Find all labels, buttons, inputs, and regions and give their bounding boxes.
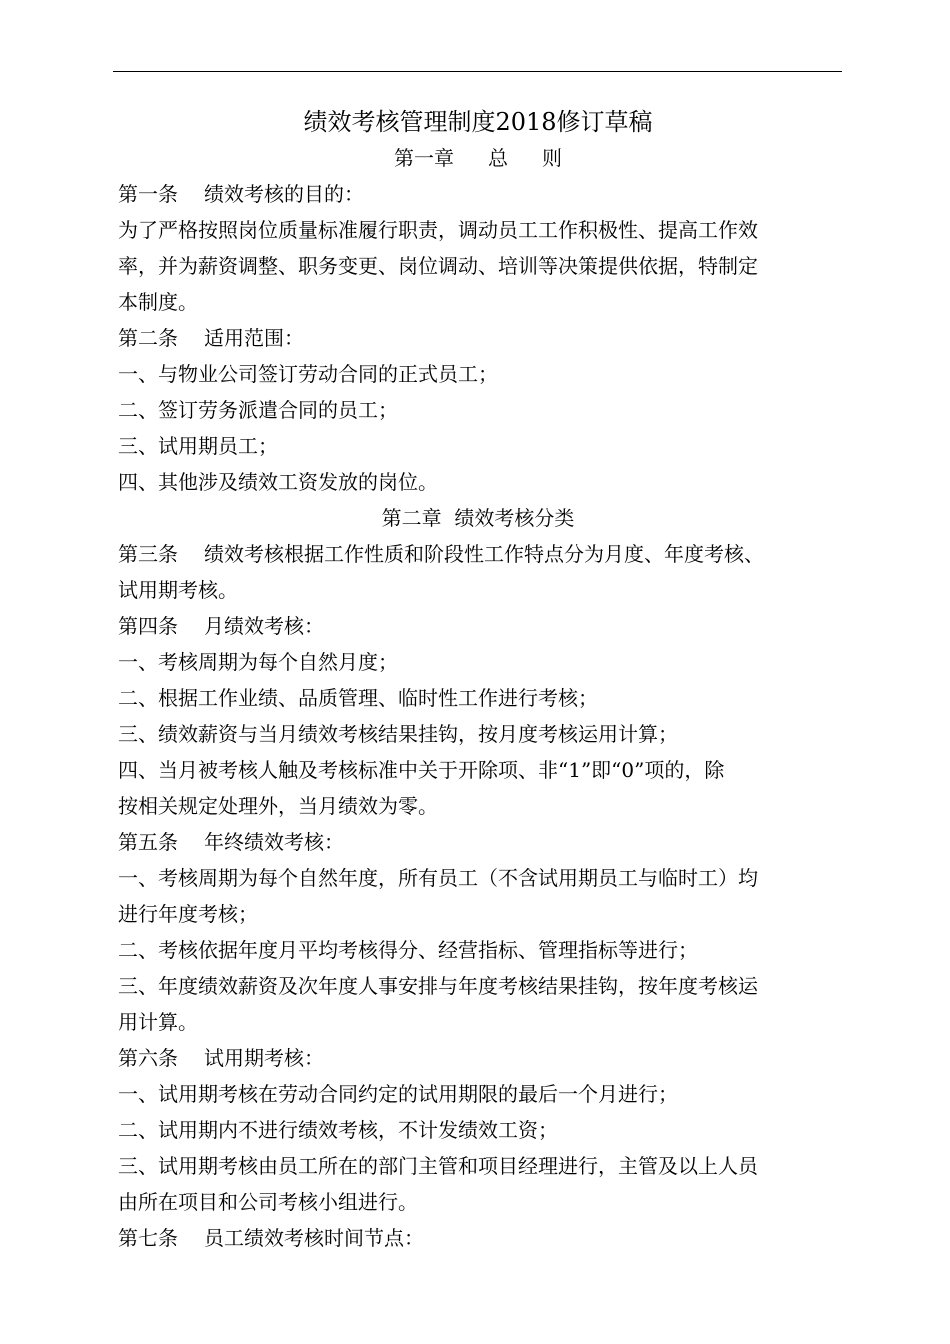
chapter-2-heading: 第二章 绩效考核分类 bbox=[381, 506, 575, 530]
article-3-heading bbox=[118, 536, 838, 572]
article-3-number: 第三条 bbox=[118, 542, 178, 566]
article-2-number: 第二条 bbox=[118, 326, 178, 350]
article-6-number: 第六条 bbox=[118, 1046, 178, 1070]
list-item: 二、签订劳务派遣合同的员工； bbox=[118, 398, 398, 422]
article-6-heading bbox=[118, 1040, 838, 1076]
article-5-heading bbox=[118, 824, 838, 860]
list-item: 一、与物业公司签订劳动合同的正式员工； bbox=[118, 362, 498, 386]
list-item: 三、年度绩效薪资及次年度人事安排与年度考核结果挂钩，按年度考核运 bbox=[118, 974, 758, 998]
list-item: 四、当月被考核人触及考核标准中关于开除项、非“1”即“0”项的，除 bbox=[118, 758, 725, 782]
list-item: 二、试用期内不进行绩效考核，不计发绩效工资； bbox=[118, 1118, 558, 1142]
article-7-title: 员工绩效考核时间节点： bbox=[204, 1226, 424, 1250]
list-item: 四、其他涉及绩效工资发放的岗位。 bbox=[118, 470, 438, 494]
document-title: 绩效考核管理制度2018修订草稿 bbox=[303, 108, 653, 136]
chapter-1-name-a: 总 bbox=[488, 146, 508, 170]
article-1-body-line: 本制度。 bbox=[118, 290, 198, 314]
document-page bbox=[118, 102, 838, 1256]
chapter-1-heading bbox=[118, 140, 838, 176]
chapter-1-name-b: 则 bbox=[542, 146, 562, 170]
article-2-title: 适用范围： bbox=[204, 326, 304, 350]
list-item: 三、试用期考核由员工所在的部门主管和项目经理进行，主管及以上人员 bbox=[118, 1154, 758, 1178]
list-item: 二、考核依据年度月平均考核得分、经营指标、管理指标等进行； bbox=[118, 938, 698, 962]
list-item: 一、试用期考核在劳动合同约定的试用期限的最后一个月进行； bbox=[118, 1082, 678, 1106]
article-1-body-line: 为了严格按照岗位质量标准履行职责，调动员工工作积极性、提高工作效 bbox=[118, 218, 758, 242]
article-2-heading bbox=[118, 320, 838, 356]
list-item: 三、绩效薪资与当月绩效考核结果挂钩，按月度考核运用计算； bbox=[118, 722, 678, 746]
list-item: 一、考核周期为每个自然月度； bbox=[118, 650, 398, 674]
article-1-heading bbox=[118, 176, 838, 212]
article-5-number: 第五条 bbox=[118, 830, 178, 854]
article-1-body-line: 率，并为薪资调整、职务变更、岗位调动、培训等决策提供依据，特制定 bbox=[118, 254, 758, 278]
list-item: 二、根据工作业绩、品质管理、临时性工作进行考核； bbox=[118, 686, 598, 710]
article-7-heading bbox=[118, 1220, 838, 1256]
list-item: 三、试用期员工； bbox=[118, 434, 278, 458]
article-6-title: 试用期考核： bbox=[204, 1046, 324, 1070]
article-5-title: 年终绩效考核： bbox=[204, 830, 344, 854]
list-item-continuation: 进行年度考核； bbox=[118, 902, 258, 926]
article-4-title: 月绩效考核： bbox=[204, 614, 324, 638]
article-3-title: 绩效考核根据工作性质和阶段性工作特点分为月度、年度考核、 bbox=[204, 542, 764, 566]
list-item-continuation: 用计算。 bbox=[118, 1010, 198, 1034]
list-item-continuation: 按相关规定处理外，当月绩效为零。 bbox=[118, 794, 438, 818]
chapter-1-number: 第一章 bbox=[394, 146, 454, 170]
article-3-continuation: 试用期考核。 bbox=[118, 578, 238, 602]
article-1-title: 绩效考核的目的： bbox=[204, 182, 364, 206]
header-rule bbox=[113, 71, 842, 72]
article-1-number: 第一条 bbox=[118, 182, 178, 206]
article-4-number: 第四条 bbox=[118, 614, 178, 638]
article-4-heading bbox=[118, 608, 838, 644]
article-7-number: 第七条 bbox=[118, 1226, 178, 1250]
list-item-continuation: 由所在项目和公司考核小组进行。 bbox=[118, 1190, 418, 1214]
list-item: 一、考核周期为每个自然年度，所有员工（不含试用期员工与临时工）均 bbox=[118, 866, 758, 890]
